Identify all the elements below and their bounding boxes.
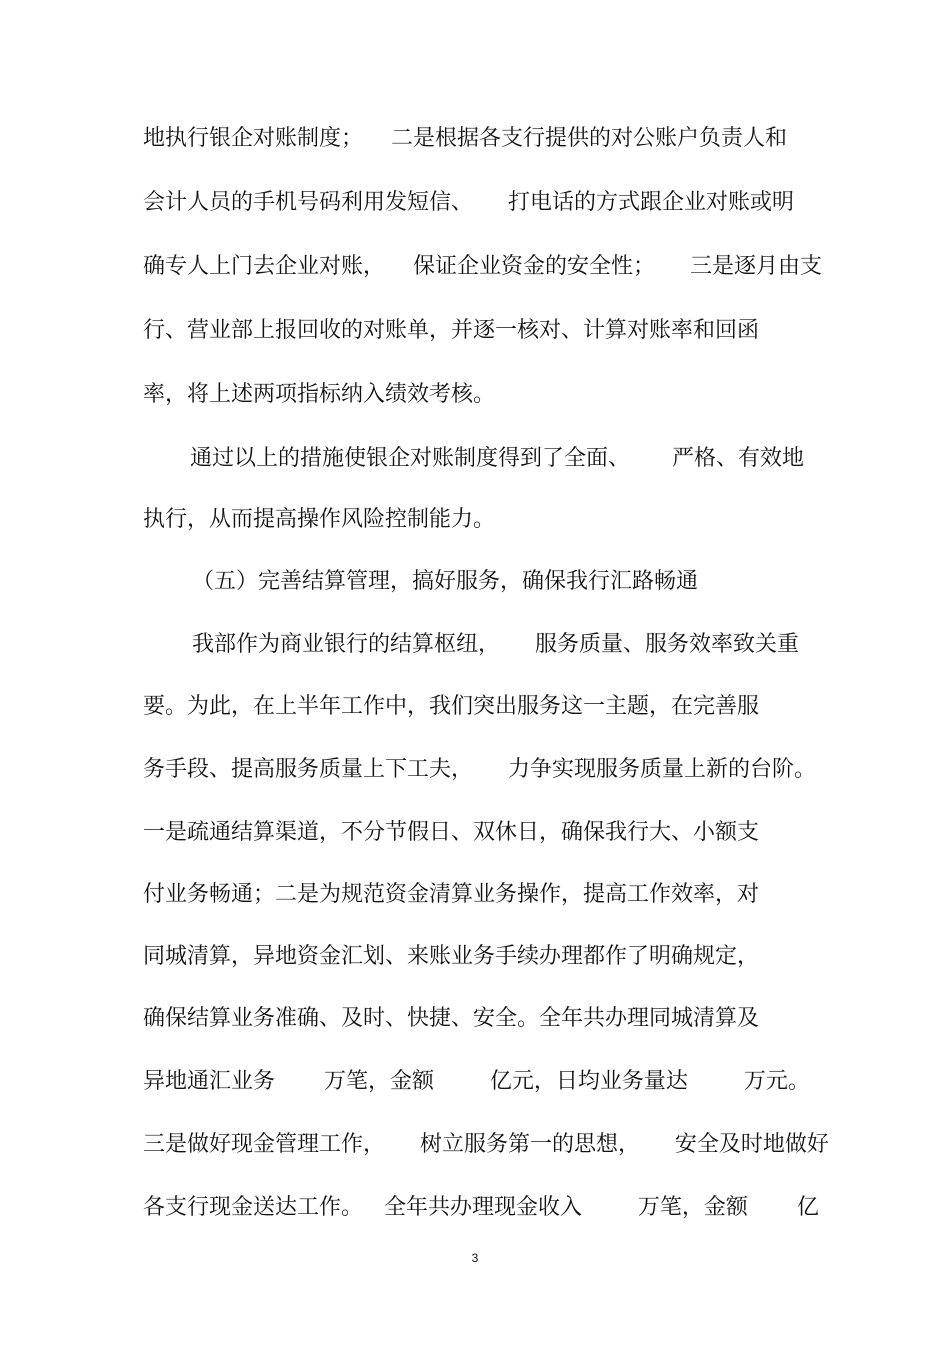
paragraph-line: 我部作为商业银行的结算枢纽， 服务质量、服务效率致关重: [192, 632, 799, 657]
paragraph-line: 各支行现金送达工作。 全年共办理现金收入 万笔，金额 亿: [143, 1195, 819, 1220]
paragraph-line: 务手段、提高服务质量上下工夫， 力争实现服务质量上新的台阶。: [143, 757, 816, 782]
paragraph-line: 地执行银企对账制度； 二是根据各支行提供的对公账户负责人和: [143, 126, 787, 151]
paragraph-line: 执行，从而提高操作风险控制能力。: [143, 507, 496, 532]
paragraph-line: 三是做好现金管理工作， 树立服务第一的思想， 安全及时地做好: [143, 1132, 829, 1157]
paragraph-line: 异地通汇业务 万笔，金额 亿元，日均业务量达 万元。: [143, 1069, 810, 1094]
paragraph-line: 一是疏通结算渠道，不分节假日、双休日，确保我行大、小额支: [143, 820, 760, 845]
paragraph-line: 率，将上述两项指标纳入绩效考核。: [143, 382, 496, 407]
paragraph-line: 通过以上的措施使银企对账制度得到了全面、 严格、有效地: [190, 446, 804, 471]
paragraph-line: 付业务畅通；二是为规范资金清算业务操作，提高工作效率，对: [143, 882, 760, 907]
paragraph-line: 行、营业部上报回收的对账单，并逐一核对、计算对账率和回函: [143, 318, 760, 343]
paragraph-line: 确专人上门去企业对账， 保证企业资金的安全性； 三是逐月由支: [143, 254, 822, 279]
paragraph-line: 确保结算业务准确、及时、快捷、安全。全年共办理同城清算及: [143, 1006, 760, 1031]
paragraph-line: 同城清算，异地资金汇划、来账业务手续办理都作了明确规定，: [143, 944, 760, 969]
page-number: 3: [471, 1251, 479, 1265]
paragraph-line: 要。为此，在上半年工作中，我们突出服务这一主题，在完善服: [143, 694, 760, 719]
section-heading: （五）完善结算管理，搞好服务，确保我行汇路畅通: [192, 569, 699, 594]
paragraph-line: 会计人员的手机号码利用发短信、 打电话的方式跟企业对账或明: [143, 190, 794, 215]
